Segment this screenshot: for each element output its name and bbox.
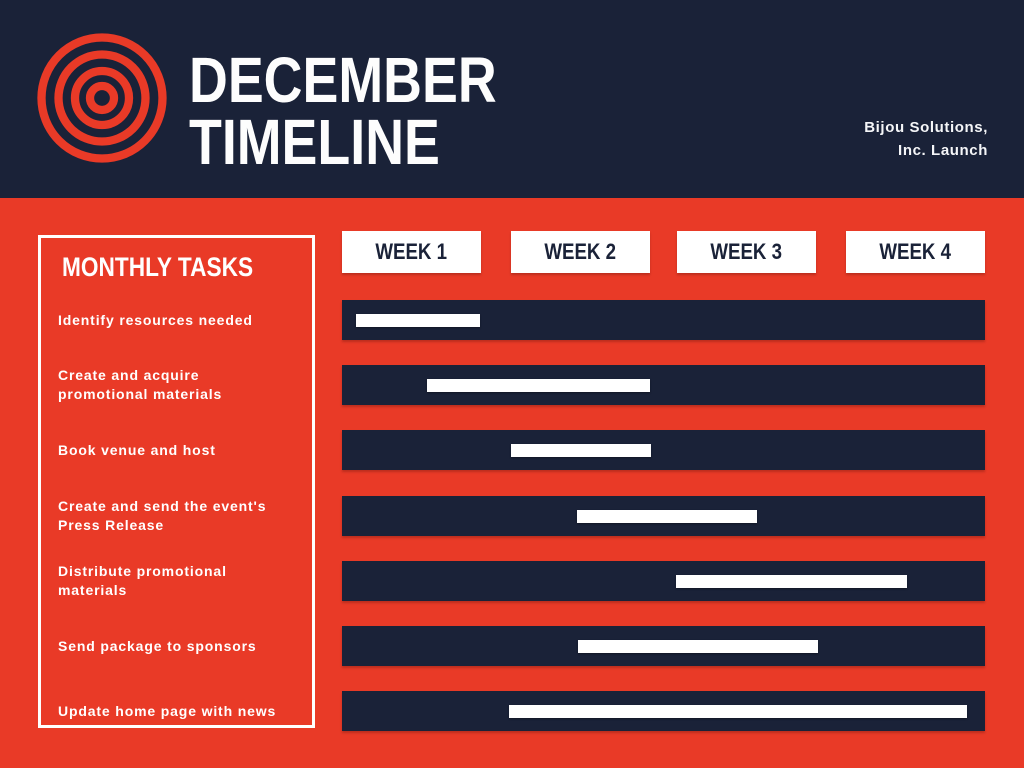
page-title xyxy=(189,44,555,179)
company-subtitle-line1: Bijou Solutions, xyxy=(864,119,988,136)
task-label-line: promotional materials xyxy=(58,386,223,402)
progress-segment xyxy=(427,379,650,392)
week-header-label: WEEK 4 xyxy=(879,239,952,264)
gantt-row-3 xyxy=(342,430,985,470)
task-label-6 xyxy=(58,626,302,666)
gantt-row-2 xyxy=(342,365,985,405)
gantt-row-6 xyxy=(342,626,985,666)
monthly-tasks-panel xyxy=(38,235,315,728)
bullseye-target-icon xyxy=(37,33,167,163)
task-label-2 xyxy=(58,365,302,405)
company-subtitle-line2: Inc. Launch xyxy=(898,142,988,159)
gantt-row-7 xyxy=(342,691,985,731)
week-header-2 xyxy=(511,231,650,273)
task-label-4 xyxy=(58,496,302,536)
task-label-line: Update home page with news xyxy=(58,702,277,719)
progress-segment xyxy=(577,510,757,523)
task-label-line: Identify resources needed xyxy=(58,311,253,328)
week-header-label: WEEK 1 xyxy=(375,239,448,264)
task-label-line: materials xyxy=(58,582,128,598)
week-header-3 xyxy=(677,231,816,273)
task-label-line: Send package to sponsors xyxy=(58,637,257,654)
task-label-line: Create and send the event's xyxy=(58,498,267,514)
progress-segment xyxy=(676,575,907,588)
progress-segment xyxy=(578,640,818,653)
progress-segment xyxy=(509,705,967,718)
company-subtitle xyxy=(864,116,988,162)
task-label-7 xyxy=(58,691,302,731)
week-header-1 xyxy=(342,231,481,273)
gantt-row-4 xyxy=(342,496,985,536)
gantt-row-5 xyxy=(342,561,985,601)
week-header-label: WEEK 3 xyxy=(710,239,783,264)
week-header-4 xyxy=(846,231,985,273)
progress-segment xyxy=(356,314,480,327)
task-label-line: Distribute promotional xyxy=(58,563,227,579)
task-label-line: Create and acquire xyxy=(58,367,200,383)
task-label-line: Book venue and host xyxy=(58,441,216,458)
page-title-line1: DECEMBER xyxy=(189,44,497,117)
monthly-tasks-title: MONTHLY TASKS xyxy=(62,252,254,282)
task-label-line: Press Release xyxy=(58,517,165,533)
progress-segment xyxy=(511,444,651,457)
week-header-label: WEEK 2 xyxy=(544,239,617,264)
page-title-line2: TIMELINE xyxy=(189,106,440,179)
task-label-5 xyxy=(58,561,302,601)
gantt-row-1 xyxy=(342,300,985,340)
header-band xyxy=(0,0,1024,198)
task-label-3 xyxy=(58,430,302,470)
task-label-1 xyxy=(58,300,302,340)
